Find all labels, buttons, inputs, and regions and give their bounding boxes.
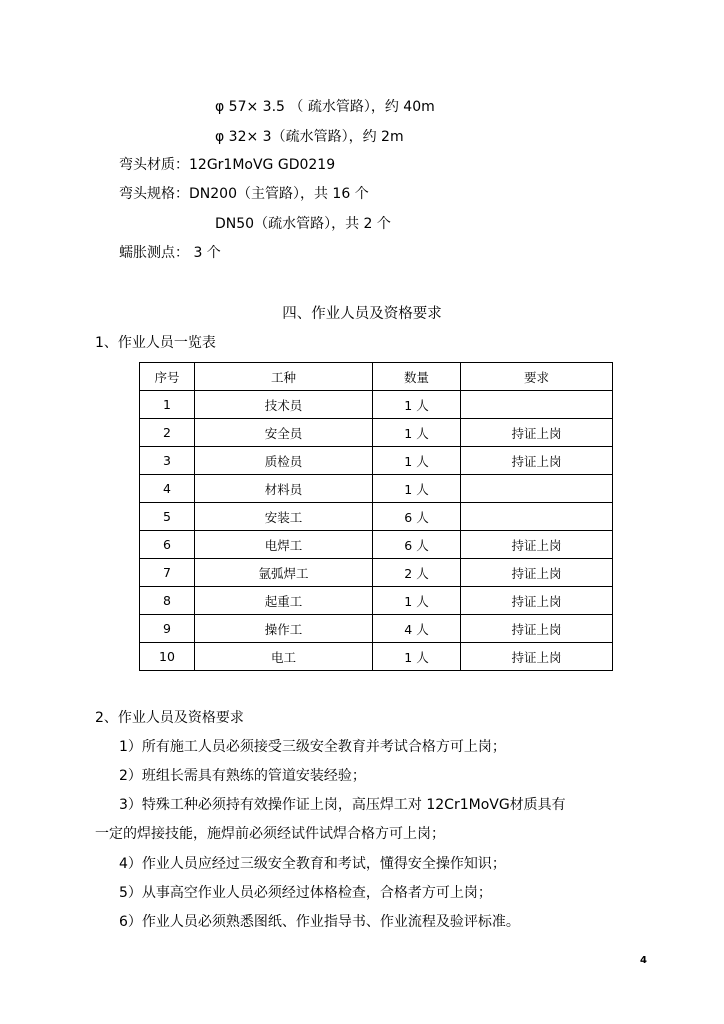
cell-quantity: 1 人 xyxy=(373,587,461,615)
cell-job-type: 起重工 xyxy=(195,587,373,615)
cell-job-type: 氩弧焊工 xyxy=(195,559,373,587)
table-row xyxy=(140,447,613,475)
table-row xyxy=(140,475,613,503)
table-row xyxy=(140,559,613,587)
cell-requirement: 持证上岗 xyxy=(461,419,613,447)
cell-index: 1 xyxy=(140,391,195,419)
cell-job-type: 材料员 xyxy=(195,475,373,503)
requirement-item-4: 4）作业人员应经过三级安全教育和考试，懂得安全操作知识； xyxy=(119,856,506,872)
cell-job-type: 安全员 xyxy=(195,419,373,447)
cell-quantity: 1 人 xyxy=(373,419,461,447)
requirement-item-5: 5）从事高空作业人员必须经过体格检查，合格者方可上岗； xyxy=(119,885,492,901)
page-number: 4 xyxy=(640,955,647,966)
elbow-material: 弯头材质：12Gr1MoVG GD0219 xyxy=(119,157,336,173)
cell-index: 5 xyxy=(140,503,195,531)
cell-requirement: 持证上岗 xyxy=(461,587,613,615)
requirements-heading: 2、作业人员及资格要求 xyxy=(95,710,244,726)
cell-job-type: 安装工 xyxy=(195,503,373,531)
pipe-spec-line-1: φ 57× 3.5 （ 疏水管路），约 40m xyxy=(215,99,435,115)
cell-index: 8 xyxy=(140,587,195,615)
cell-index: 10 xyxy=(140,643,195,671)
requirement-item-3: 3）特殊工种必须持有效操作证上岗，高压焊工对 12Cr1MoVG材质具有 xyxy=(119,797,566,813)
cell-requirement xyxy=(461,475,613,503)
pipe-spec-line-2: φ 32× 3（疏水管路），约 2m xyxy=(215,129,404,145)
cell-requirement: 持证上岗 xyxy=(461,643,613,671)
table-row xyxy=(140,615,613,643)
table-row xyxy=(140,391,613,419)
table-row xyxy=(140,643,613,671)
header-job-type: 工种 xyxy=(195,363,373,391)
cell-job-type: 技术员 xyxy=(195,391,373,419)
cell-quantity: 6 人 xyxy=(373,531,461,559)
table-row xyxy=(140,419,613,447)
cell-requirement: 持证上岗 xyxy=(461,559,613,587)
cell-job-type: 质检员 xyxy=(195,447,373,475)
table-header-row xyxy=(140,363,613,391)
cell-requirement xyxy=(461,391,613,419)
cell-quantity: 1 人 xyxy=(373,643,461,671)
requirement-item-1: 1）所有施工人员必须接受三级安全教育并考试合格方可上岗； xyxy=(119,739,506,755)
elbow-spec-line-2: DN50（疏水管路），共 2 个 xyxy=(215,216,391,232)
cell-index: 9 xyxy=(140,615,195,643)
cell-job-type: 操作工 xyxy=(195,615,373,643)
cell-requirement xyxy=(461,503,613,531)
personnel-table xyxy=(139,362,613,671)
requirement-item-2: 2）班组长需具有熟练的管道安装经验； xyxy=(119,768,366,784)
cell-index: 7 xyxy=(140,559,195,587)
cell-index: 3 xyxy=(140,447,195,475)
cell-requirement: 持证上岗 xyxy=(461,447,613,475)
cell-quantity: 1 人 xyxy=(373,475,461,503)
cell-requirement: 持证上岗 xyxy=(461,615,613,643)
header-index: 序号 xyxy=(140,363,195,391)
table-row xyxy=(140,503,613,531)
cell-quantity: 6 人 xyxy=(373,503,461,531)
cell-quantity: 1 人 xyxy=(373,447,461,475)
cell-quantity: 2 人 xyxy=(373,559,461,587)
section-title: 四、作业人员及资格要求 xyxy=(282,306,442,322)
requirement-item-3-continued: 一定的焊接技能，施焊前必须经试件试焊合格方可上岗； xyxy=(95,826,445,842)
table-row xyxy=(140,531,613,559)
requirement-item-6: 6）作业人员必须熟悉图纸、作业指导书、作业流程及验评标准。 xyxy=(119,914,520,930)
cell-job-type: 电焊工 xyxy=(195,531,373,559)
header-requirement: 要求 xyxy=(461,363,613,391)
header-quantity: 数量 xyxy=(373,363,461,391)
cell-quantity: 4 人 xyxy=(373,615,461,643)
cell-requirement: 持证上岗 xyxy=(461,531,613,559)
cell-index: 4 xyxy=(140,475,195,503)
table-heading: 1、作业人员一览表 xyxy=(95,335,216,351)
table-row xyxy=(140,587,613,615)
creep-measuring-points: 蠕胀测点： 3 个 xyxy=(119,245,221,261)
cell-index: 6 xyxy=(140,531,195,559)
cell-quantity: 1 人 xyxy=(373,391,461,419)
cell-index: 2 xyxy=(140,419,195,447)
elbow-spec-line-1: 弯头规格：DN200（主管路），共 16 个 xyxy=(119,186,369,202)
cell-job-type: 电工 xyxy=(195,643,373,671)
